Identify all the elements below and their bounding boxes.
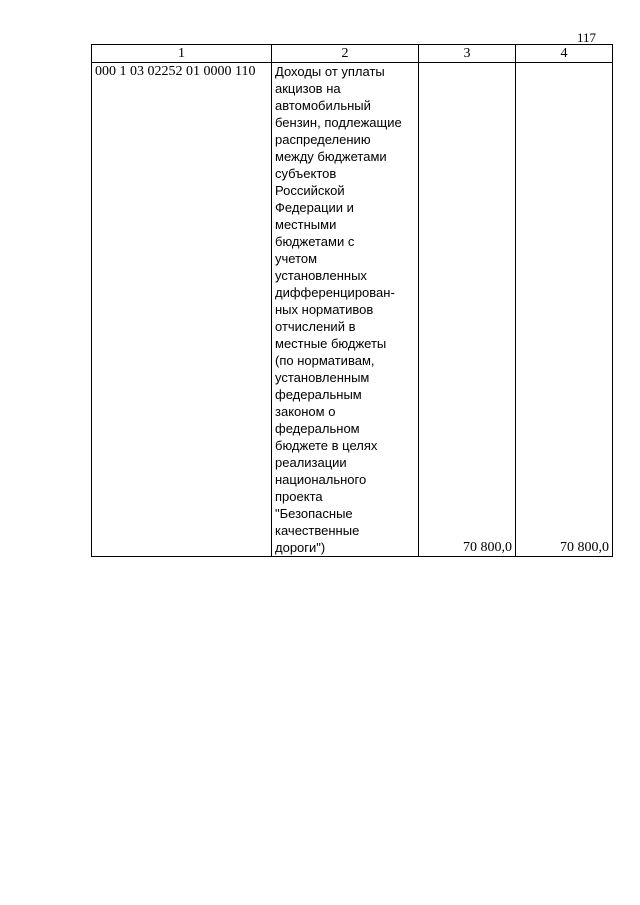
description-line: национального <box>275 472 367 487</box>
description-line: местные бюджеты <box>275 336 387 351</box>
description-line: установленных <box>275 268 367 283</box>
description-line: акцизов на <box>275 81 341 96</box>
description-line: учетом <box>275 251 318 266</box>
amount-col-4-cell: 70 800,0 <box>516 63 613 557</box>
description-line: отчислений в <box>275 319 356 334</box>
description-line: федеральном <box>275 421 360 436</box>
description-line: бюджете в целях <box>275 438 378 453</box>
description-line: бюджетами с <box>275 234 355 249</box>
description-line: распределению <box>275 132 371 147</box>
description-line: проекта <box>275 489 323 504</box>
header-col-1: 1 <box>92 45 272 63</box>
description-line: Российской <box>275 183 345 198</box>
description-line: субъектов <box>275 166 337 181</box>
description-line: "Безопасные <box>275 506 353 521</box>
header-col-4: 4 <box>516 45 613 63</box>
description-line: автомобильный <box>275 98 371 113</box>
description-line: бензин, подлежащие <box>275 115 402 130</box>
description-line: реализации <box>275 455 347 470</box>
amount-col-3-cell: 70 800,0 <box>419 63 516 557</box>
description-line: дороги") <box>275 540 326 555</box>
page-number: 117 <box>576 30 596 45</box>
header-row <box>92 45 613 63</box>
description-line: Доходы от уплаты <box>275 64 385 79</box>
budget-code-cell: 000 1 03 02252 01 0000 110 <box>92 63 272 557</box>
budget-table <box>91 44 613 557</box>
table-row <box>92 63 613 557</box>
description-line: дифференцирован- <box>275 285 395 300</box>
header-col-2: 2 <box>272 45 419 63</box>
description-line: качественные <box>275 523 360 538</box>
description-line: Федерации и <box>275 200 354 215</box>
description-cell <box>272 63 419 557</box>
table-header <box>92 45 613 63</box>
description-line: федеральным <box>275 387 362 402</box>
description-line: между бюджетами <box>275 149 387 164</box>
description-line: (по нормативам, <box>275 353 375 368</box>
description-line: местными <box>275 217 337 232</box>
header-col-3: 3 <box>419 45 516 63</box>
description-line: установленным <box>275 370 370 385</box>
description-line: законом о <box>275 404 336 419</box>
description-line: ных нормативов <box>275 302 374 317</box>
